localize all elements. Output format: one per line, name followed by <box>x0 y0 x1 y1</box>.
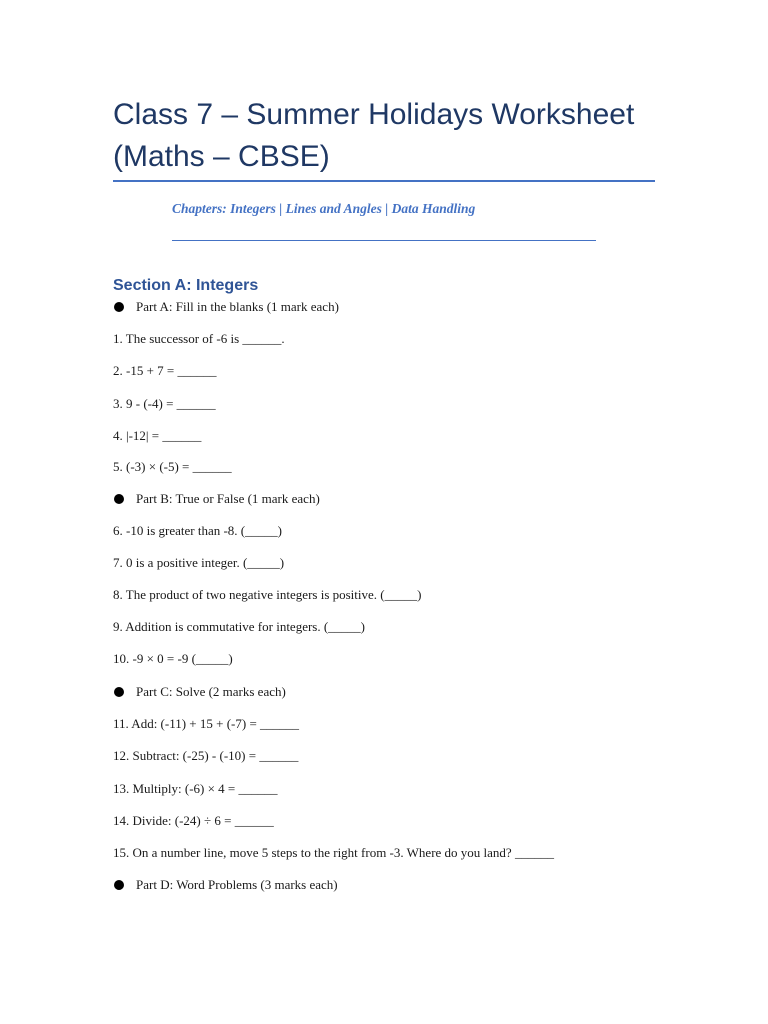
question-7: 7. 0 is a positive integer. (_____) <box>113 555 285 570</box>
question-3: 3. 9 - (-4) = ______ <box>113 396 216 411</box>
question-14: 14. Divide: (-24) ÷ 6 = ______ <box>113 813 274 828</box>
part-c-label: Part C: Solve (2 marks each) <box>136 684 286 699</box>
question-12: 12. Subtract: (-25) - (-10) = ______ <box>113 748 299 763</box>
page-title: Class 7 – Summer Holidays Worksheet (Maths – CBSE) <box>113 98 635 173</box>
section-a-heading: Section A: Integers <box>113 277 259 294</box>
question-11: 11. Add: (-11) + 15 + (-7) = ______ <box>113 716 300 731</box>
question-6: 6. -10 is greater than -8. (_____) <box>113 523 282 538</box>
part-b-label: Part B: True or False (1 mark each) <box>136 491 320 506</box>
question-8: 8. The product of two negative integers is positive. (_____) <box>113 587 422 602</box>
question-13: 13. Multiply: (-6) × 4 = ______ <box>113 781 278 796</box>
subtitle-divider <box>172 240 596 241</box>
question-5: 5. (-3) × (-5) = ______ <box>113 459 232 474</box>
question-15: 15. On a number line, move 5 steps to the right from -3. Where do you land? ______ <box>113 845 554 860</box>
part-d-heading <box>113 876 338 894</box>
question-2: 2. -15 + 7 = ______ <box>113 363 217 378</box>
bullet-icon <box>114 494 124 504</box>
question-1: 1. The successor of -6 is ______. <box>113 331 285 346</box>
bullet-icon <box>114 302 124 312</box>
part-a-heading <box>113 298 339 316</box>
bullet-icon <box>114 687 124 697</box>
chapters-subtitle: Chapters: Integers | Lines and Angles | Data Handling <box>172 201 476 216</box>
title-divider <box>113 180 655 182</box>
part-c-heading <box>113 683 286 701</box>
question-4: 4. |-12| = ______ <box>113 428 202 443</box>
question-9: 9. Addition is commutative for integers. (_____) <box>113 619 366 634</box>
question-10: 10. -9 × 0 = -9 (_____) <box>113 651 233 666</box>
bullet-icon <box>114 880 124 890</box>
part-a-label: Part A: Fill in the blanks (1 mark each) <box>136 299 339 314</box>
part-b-heading <box>113 490 320 508</box>
part-d-label: Part D: Word Problems (3 marks each) <box>136 877 338 892</box>
